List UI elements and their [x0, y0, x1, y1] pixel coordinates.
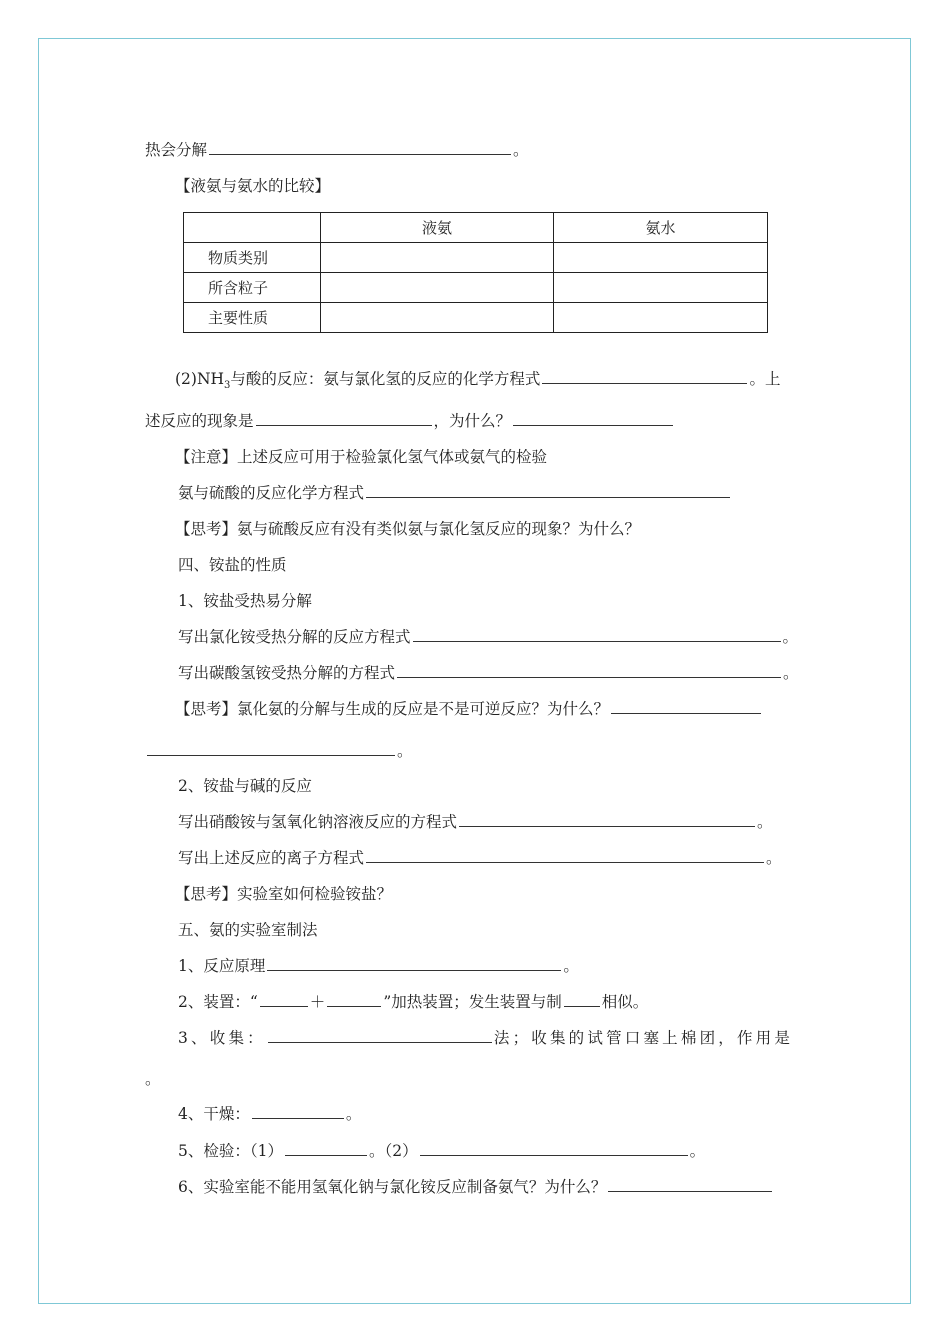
collect-text-2: 法；收集的试管口塞上棉团，作用是: [493, 1029, 794, 1047]
answer-blank[interactable]: [327, 992, 381, 1007]
table-row-label: 主要性质: [184, 303, 321, 333]
line-decompose: [145, 139, 529, 161]
compare-title: 【液氨与氨水的比较】: [175, 177, 331, 195]
think-2-text: 【思考】氯化氨的分解与生成的反应是不是可逆反应？为什么？: [175, 700, 610, 718]
table-header-liquid-ammonia: 液氨: [321, 213, 554, 243]
answer-blank[interactable]: [252, 1104, 344, 1119]
table-cell[interactable]: [554, 243, 768, 273]
answer-blank[interactable]: [397, 663, 781, 678]
line-h2so4: [178, 482, 732, 504]
ionic-text: 写出上述反应的离子方程式: [178, 849, 365, 867]
line-acid-reaction: [175, 368, 780, 397]
answer-blank[interactable]: [267, 956, 561, 971]
collect-text: 3、收集：: [178, 1029, 266, 1047]
text-period: 。: [782, 628, 799, 646]
table-cell[interactable]: [554, 273, 768, 303]
line-q6: [178, 1176, 774, 1198]
text-decompose: 热会分解: [145, 141, 208, 159]
section-4-title: 四、铵盐的性质: [178, 556, 287, 574]
table-cell[interactable]: [321, 273, 554, 303]
text-period: 。: [563, 957, 579, 975]
text-period: 。: [783, 664, 799, 682]
plus-sign: ＋: [309, 993, 326, 1011]
apparatus-text-2: ”加热装置；发生装置与制: [383, 993, 562, 1011]
table-cell[interactable]: [321, 303, 554, 333]
text-period: 。: [689, 1142, 706, 1160]
line-nh4cl: [178, 626, 798, 648]
section-4-2: 2、铵盐与碱的反应: [178, 777, 312, 795]
text-period: 。: [757, 813, 773, 831]
table-cell[interactable]: [321, 243, 554, 273]
table-cell[interactable]: [554, 303, 768, 333]
answer-blank[interactable]: [542, 369, 747, 384]
table-row-label: 所含粒子: [184, 273, 321, 303]
section-4-1: 1、铵盐受热易分解: [178, 592, 312, 610]
why-text: ，为什么？: [433, 412, 512, 430]
line-think-2-cont: [145, 740, 413, 762]
line-ionic: [178, 847, 782, 869]
test-text-2: 。（2）: [368, 1142, 418, 1160]
line-collect: [178, 1027, 793, 1049]
note-line: 【注意】上述反应可用于检验氯化氢气体或氨气的检验: [175, 448, 548, 466]
h2so4-text: 氨与硫酸的反应化学方程式: [178, 484, 365, 502]
table-header-ammonia-water: 氨水: [554, 213, 768, 243]
section-5-title: 五、氨的实验室制法: [178, 921, 318, 939]
answer-blank[interactable]: [366, 848, 764, 863]
nh4hco3-text: 写出碳酸氢铵受热分解的方程式: [178, 664, 396, 682]
acid-end: 。上: [749, 370, 781, 388]
answer-blank[interactable]: [285, 1141, 367, 1156]
q6-text: 6、实验室能不能用氢氧化钠与氯化铵反应制备氨气？为什么？: [178, 1178, 607, 1196]
answer-blank[interactable]: [147, 741, 395, 756]
test-text: 5、检验：（1）: [178, 1142, 283, 1160]
line-principle: [178, 955, 579, 977]
nh3-formula: (2)NH: [175, 370, 225, 388]
text-period: 。: [766, 849, 782, 867]
text-period: 。: [397, 742, 413, 760]
apparatus-text: 2、装置：“: [178, 993, 258, 1011]
nh3-subscript: 3: [224, 380, 231, 392]
line-think-2: [175, 698, 763, 720]
line-dry: [178, 1103, 361, 1125]
answer-blank[interactable]: [209, 140, 511, 155]
table-row-label: 物质类别: [184, 243, 321, 273]
text-period: 。: [345, 1105, 362, 1123]
line-test: [178, 1140, 705, 1162]
nh4cl-text: 写出氯化铵受热分解的反应方程式: [178, 628, 411, 646]
answer-blank[interactable]: [260, 992, 308, 1007]
answer-blank[interactable]: [256, 411, 432, 426]
apparatus-text-3: 相似。: [601, 993, 649, 1011]
answer-blank[interactable]: [608, 1177, 772, 1192]
line-nh4no3: [178, 811, 773, 833]
line-phenomenon: [145, 410, 675, 432]
think-3: 【思考】实验室如何检验铵盐？: [175, 885, 393, 903]
principle-text: 1、反应原理: [178, 957, 266, 975]
collect-end: 。: [145, 1070, 161, 1088]
answer-blank[interactable]: [611, 699, 761, 714]
comparison-table: [183, 212, 768, 333]
answer-blank[interactable]: [420, 1141, 688, 1156]
think-1: 【思考】氨与硫酸反应有没有类似氨与氯化氢反应的现象？为什么？: [175, 520, 641, 538]
line-apparatus: [178, 991, 648, 1013]
answer-blank[interactable]: [513, 411, 673, 426]
answer-blank[interactable]: [268, 1028, 492, 1043]
answer-blank[interactable]: [366, 483, 730, 498]
answer-blank[interactable]: [459, 812, 755, 827]
dry-text: 4、干燥：: [178, 1105, 250, 1123]
nh4no3-text: 写出硝酸铵与氢氧化钠溶液反应的方程式: [178, 813, 458, 831]
table-header-empty: [184, 213, 321, 243]
phenomenon-text: 述反应的现象是: [145, 412, 254, 430]
text-period: 。: [513, 141, 529, 159]
answer-blank[interactable]: [564, 992, 600, 1007]
line-nh4hco3: [178, 662, 799, 684]
answer-blank[interactable]: [413, 627, 781, 642]
acid-text: 与酸的反应：氨与氯化氢的反应的化学方程式: [230, 370, 541, 388]
